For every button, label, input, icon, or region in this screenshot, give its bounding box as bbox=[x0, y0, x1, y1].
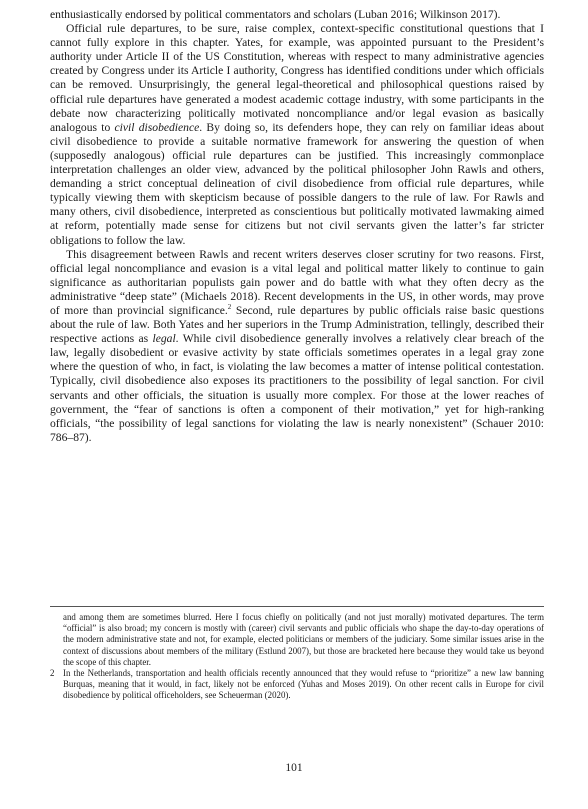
text-run: This disagreement between Rawls and recent writers deserves closer scrutiny for two reasons. First, official legal noncompliance and evasion is a vital legal and political matter likely to continue to gain significance as authoritarian populists gain power and do battle with what they often decry as the administrative “deep state” (Michaels 2018). Recent developments in the US, in other words, may prove of more than provincial significance. bbox=[50, 247, 544, 317]
footnote-text: In the Netherlands, transportation and health officials recently announced that they would refuse to “prioritize” a new law banning Burquas, meaning that it would, in fact, likely not be enforced (Yuhas and Moses 2019). On other recent calls in Europe for civil disobedience by political officeholders, see Scheuerman (2020). bbox=[63, 668, 544, 701]
main-text bbox=[50, 8, 544, 445]
footnote-1-continuation: and among them are sometimes blurred. Here I focus chiefly on politically (and not just morally) motivated departures. The term “official” is also broad; my concern is mostly with (career) civil servants and public officials who shape the day-to-day operations of the modern administrative state and not, for example, elected politicians or members of the judiciary. Some similar issues arise in the context of discussions about members of the military (Estlund 2007), but those are bracketed here because they would take us beyond the scope of this chapter. bbox=[63, 612, 544, 667]
footnote-divider bbox=[50, 606, 544, 607]
footnote-2 bbox=[50, 668, 544, 702]
text-run: Official rule departures, to be sure, raise complex, context-specific constitutional questions that I cannot fully explore in this chapter. Yates, for example, was appointed pursuant to the President’s authority under Article II of the US Constitution, whereas with respect to many administrative agencies created by Congress under its Article I authority, Congress has identified conditions under which officials can be removed. Unsurprisingly, the general legal-theoretical and philosophical questions raised by official rule departures have generated a modest academic cottage industry, with some participants in the debate now characterizing politically motivated noncompliance and/or legal evasion as basically analogous to bbox=[50, 22, 544, 134]
paragraph-3 bbox=[50, 248, 544, 445]
text-run: Second, rule departures by public officials raise basic questions about the rule of law. Both Yates and her superiors in the Trump Administration, tellingly, described their respective actions as bbox=[50, 303, 544, 346]
text-run: . By doing so, its defenders hope, they can rely on familiar ideas about civil disobedience to provide a suitable normative framework for answering the question of when (supposedly analogous) official rule departures can be justified. This increasingly commonplace interpretation challenges an older view, advanced by the political philosopher John Rawls and others, demanding a strict conceptual delineation of civil disobedience from official rule departures, while typically viewing them with skepticism because of possible dangers to the rule of law. For Rawls and many others, civil disobedience, interpreted as conscientious but politically motivated lawmaking aimed at reform, potentially made sense for citizens but not civil servants given the latter’s far stricter obligations to follow the law. bbox=[50, 120, 544, 247]
emphasized-text: civil disobedience bbox=[114, 120, 200, 134]
paragraph-2 bbox=[50, 22, 544, 248]
paragraph-1 bbox=[50, 8, 544, 22]
footnote-reference: 2 bbox=[227, 303, 232, 312]
footnote-number: 2 bbox=[50, 668, 55, 679]
page-number: 101 bbox=[285, 762, 303, 774]
footnotes bbox=[50, 612, 544, 702]
emphasized-text: legal bbox=[152, 332, 176, 346]
text-run: enthusiastically endorsed by political commentators and scholars (Luban 2016; Wilkinson 2017). bbox=[50, 8, 501, 21]
text-run: . While civil disobedience generally involves a relatively clear breach of the law, legally disobedient or evasive activity by state officials sometimes operates in a legal gray zone where the question of who, in fact, is violating the law becomes a matter of intense political contestation. Typically, civil disobedience also exposes its practitioners to the possibility of legal sanction. For civil servants and other officials, the situation is usually more complex. For those at the lower reaches of government, the “fear of sanctions is often a component of their motivation,” yet for high-ranking officials, “the possibility of legal sanctions for violating the law is nearly nonexistent” (Schauer 2010: 786–87). bbox=[50, 332, 545, 444]
